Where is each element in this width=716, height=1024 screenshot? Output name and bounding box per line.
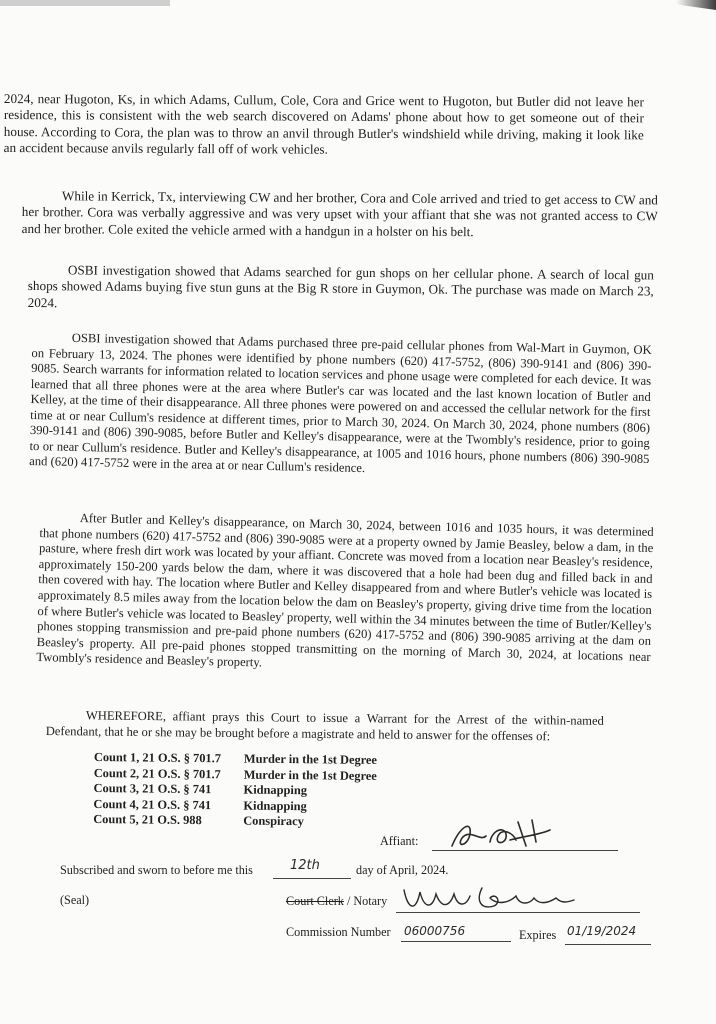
count-statute: Count 2, 21 O.S. § 701.7 (93, 765, 221, 781)
commission-line (401, 941, 511, 942)
offense-counts (93, 750, 424, 831)
subscribed-suffix: day of April, 2024. (356, 863, 449, 877)
commission-label: Commission Number (286, 925, 391, 939)
day-handwritten: 12th (290, 858, 320, 873)
affiant-signature-scribble (446, 812, 556, 856)
paragraph-kerrick-interview: While in Kerrick, Tx, interviewing CW and her brother, Cora and Cole arrived and tried to get access to CW and her brother. Cora was verbally aggressive and was very upset with your affiant that she was not granted access to CW and her brother. Cole exited the vehicle armed with a handgun in a holster on his belt. (21, 188, 658, 239)
count-statute: Count 4, 21 O.S. § 741 (93, 796, 212, 813)
paragraph-wherefore: WHEREFORE, affiant prays this Court to issue a Warrant for the Arrest of the within-named Defendant, that he or she may be brought before a magistrate and held to answer for the offenses of: (45, 708, 604, 743)
day-line (273, 878, 351, 879)
count-offense: Conspiracy (243, 813, 304, 829)
expires-date: 01/19/2024 (567, 924, 637, 938)
count-offense: Kidnapping (243, 782, 308, 798)
count-statute: Count 3, 21 O.S. § 741 (93, 781, 212, 797)
count-offense: Murder in the 1st Degree (243, 751, 378, 767)
paragraph-hugoton: 2024, near Hugoton, Ks, in which Adams, Cullum, Cole, Cora and Grice went to Hugoton, but Butler did not leave her residence, this is consistent with the web search discovered on Adams' phone about how to get someone out of their house. According to Cora, the plan was to throw an anvil through Butler's windshield while driving, making it look like an accident because anvils regularly fall off of work vehicles. (3, 91, 644, 157)
count-statute: Count 1, 21 O.S. § 701.7 (93, 750, 222, 766)
notary-title (286, 894, 387, 909)
seal-label: (Seal) (60, 893, 90, 907)
commission-number: 06000756 (404, 924, 466, 938)
count-offense: Murder in the 1st Degree (243, 767, 377, 783)
paragraph-beasley-property: After Butler and Kelley's disappearance, on March 30, 2024, between 1016 and 1035 hours, it was determined that phone numbers (620) 417-5752 and (806) 390-9085 were at a property owned by Jamie Beasley, below a dam, in the pasture, where fresh dirt work was located by your affiant. Concrete was moved from a location near Beasley's residence, approximately 150-200 yards below the dam, where it was discovered that a hole had been dug and filled back in and then covered with hay. The location where Butler and Kelley disappeared from and where Butler's vehicle was located is approximately 8.5 miles away from the location below the dam on Beasley's property, giving drive time from the location of where Butler's vehicle was located to Beasley' property, well within the 34 minutes between the time of Butler/Kelley's phones stopping transmission and pre-paid phone numbers (620) 417-5752 and (806) 390-9085 arriving at the dam on Beasley's property. All pre-paid phones stopped transmitting on the morning of March 30, 2024, at locations near Twombly's residence and Beasley's property. (36, 510, 654, 670)
count-offense: Kidnapping (243, 798, 307, 814)
affiant-label: Affiant: (380, 834, 419, 848)
count-statute: Count 5, 21 O.S. 988 (93, 812, 202, 828)
scan-edge-shadow (0, 0, 170, 6)
notary-signature-scribble (398, 880, 578, 916)
notary-label: / Notary (343, 894, 388, 908)
page-curl-shadow (676, 0, 716, 10)
count-row (93, 812, 423, 831)
subscribed-prefix: Subscribed and sworn to before me this (60, 863, 253, 877)
paragraph-prepaid-phones: OSBI investigation showed that Adams purchased three pre-paid cellular phones from Wal-Mart in Guymon, OK on February 13, 2024. The phones were identified by phone numbers (620) 417-5752, (806) 390-9141 and (806) 390-9085. Search warrants for information related to location services and phone usage were completed for each device. It was learned that all three phones were at the area where Butler's car was located and the last known location of Butler and Kelley, at the time of their disappearance. All three phones were powered on and accessed the cellular network for the first time at or near Cullum's residence at different times, prior to March 30, 2024. On March 30, 2024, phone numbers (806) 390-9141 and (806) 390-9085, before Butler and Kelley's disappearance, were at the Twombly's residence, prior to going to or near Cullum's residence. Butler and Kelley's disappearance, at 1005 and 1016 hours, phone numbers (806) 390-9085 and (620) 417-5752 were in the area at or near Cullum's residence. (29, 330, 652, 476)
court-clerk-struck: Court Clerk (286, 894, 344, 908)
expires-label: Expires (519, 928, 557, 942)
expires-line (565, 944, 651, 945)
paragraph-stun-guns: OSBI investigation showed that Adams searched for gun shops on her cellular phone. A search of local gun shops showed Adams buying five stun guns at the Big R store in Guymon, Ok. The purchase was made on March 23, 2024. (27, 262, 654, 311)
